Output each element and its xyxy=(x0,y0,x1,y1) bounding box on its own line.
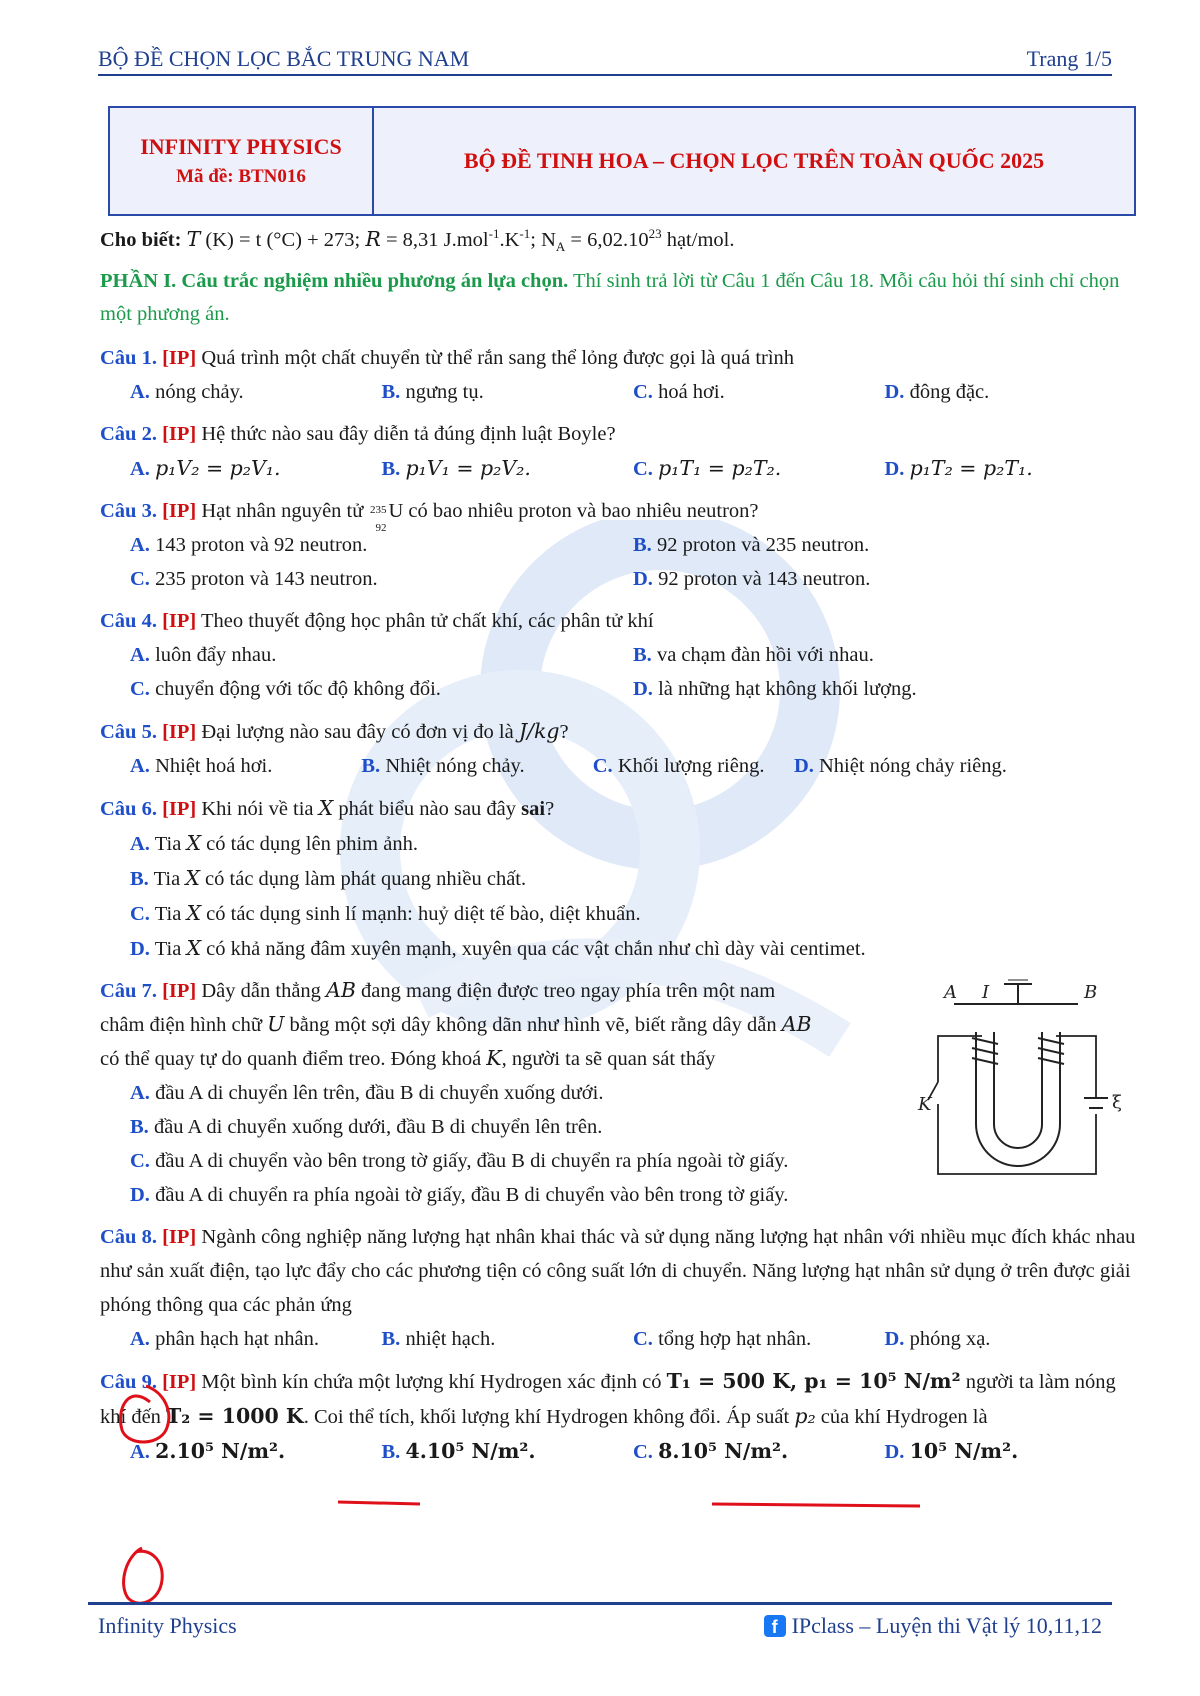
header-page-number: Trang 1/5 xyxy=(1026,46,1112,71)
var-ab: AB xyxy=(781,1011,812,1036)
option-letter: D. xyxy=(884,1327,905,1350)
option-letter: A. xyxy=(130,832,150,855)
option-text: 4.10⁵ N/m². xyxy=(405,1438,536,1463)
question-3-options xyxy=(100,528,1136,596)
option-letter: B. xyxy=(130,1115,149,1138)
question-tag: [IP] xyxy=(162,1370,197,1393)
option-b[interactable] xyxy=(382,375,634,409)
ink-underline-hydrogen xyxy=(712,1504,920,1506)
option-b[interactable] xyxy=(633,528,1136,562)
givens-label: Cho biết: xyxy=(100,228,182,251)
facebook-icon: f xyxy=(764,1615,786,1637)
question-text: Khi nói về tia xyxy=(201,797,314,820)
question-8 xyxy=(100,1220,1136,1322)
option-letter: D. xyxy=(884,380,905,403)
option-d[interactable] xyxy=(633,562,1136,596)
question-8-options xyxy=(100,1322,1136,1356)
option-letter: C. xyxy=(592,754,613,777)
question-tag: [IP] xyxy=(162,499,197,522)
option-a[interactable] xyxy=(130,749,361,783)
option-letter: D. xyxy=(884,1440,905,1463)
option-a[interactable] xyxy=(130,1322,382,1356)
option-text: 8.10⁵ N/m². xyxy=(658,1438,789,1463)
option-text: phóng xạ. xyxy=(909,1327,991,1350)
exam-title-box xyxy=(108,106,1136,216)
option-letter: C. xyxy=(130,677,150,700)
question-tag: [IP] xyxy=(162,422,197,445)
question-5 xyxy=(100,714,1136,749)
option-a[interactable] xyxy=(130,451,382,486)
option-text: p₁T₁ = p₂T₂. xyxy=(658,455,782,480)
u-magnet-circuit-diagram xyxy=(916,974,1136,1194)
question-2-options xyxy=(100,451,1136,486)
var-ab: AB xyxy=(326,977,356,1002)
option-letter: B. xyxy=(633,643,652,666)
option-letter: B. xyxy=(381,380,401,403)
question-text: người ta làm nóng khí đến xyxy=(100,1370,1116,1428)
question-tag: [IP] xyxy=(162,720,197,743)
option-c[interactable] xyxy=(130,896,1136,931)
option-c[interactable] xyxy=(593,749,794,783)
option-text: p₁V₁ = p₂V₂. xyxy=(405,455,531,480)
nuclide-notation xyxy=(368,501,388,535)
figure-label-a: A xyxy=(944,981,957,1003)
var-u: U xyxy=(267,1011,285,1036)
givens-text-6: hạt/mol. xyxy=(661,228,735,251)
mass-number: 235 xyxy=(369,504,387,517)
var-k: K xyxy=(486,1045,502,1070)
header-series-title: BỘ ĐỀ CHỌN LỌC BẮC TRUNG NAM xyxy=(98,46,470,71)
option-letter: B. xyxy=(130,867,149,890)
var-x: X xyxy=(186,935,202,960)
initial-state-formula: T₁ = 500 K, p₁ = 10⁵ N/m² xyxy=(666,1368,961,1393)
option-c[interactable] xyxy=(633,451,885,486)
option-c[interactable] xyxy=(130,672,633,706)
option-text: Nhiệt nóng chảy. xyxy=(385,754,525,777)
option-text: p₁V₂ = p₂V₁. xyxy=(155,455,281,480)
option-c[interactable] xyxy=(633,375,885,409)
question-1-options xyxy=(100,375,1136,409)
option-b[interactable] xyxy=(361,749,592,783)
final-temperature-formula: T₂ = 1000 K xyxy=(166,1403,304,1428)
option-text: Nhiệt nóng chảy riêng. xyxy=(819,754,1007,777)
question-9 xyxy=(100,1364,1136,1434)
givens-sup-1: -1 xyxy=(488,226,500,241)
question-text: Quá trình một chất chuyển từ thể rắn sang thể lỏng được gọi là quá trình xyxy=(201,346,795,369)
givens-text-2: = 8,31 J.mol xyxy=(380,228,489,251)
var-p2: p₂ xyxy=(794,1403,816,1428)
option-d[interactable] xyxy=(885,375,1137,409)
question-tag: [IP] xyxy=(162,797,197,820)
question-text: Hệ thức nào sau đây diễn tả đúng định luật Boyle? xyxy=(201,422,616,445)
option-text: ngưng tụ. xyxy=(405,380,484,403)
question-label: Câu 5. xyxy=(100,720,157,743)
option-d[interactable] xyxy=(130,931,1136,966)
option-text: có khả năng đâm xuyên mạnh, xuyên qua các vật chắn như chì dày vài centimet. xyxy=(206,937,866,960)
var-x: X xyxy=(186,830,202,855)
option-text: nóng chảy. xyxy=(155,380,244,403)
atomic-number: 92 xyxy=(375,522,387,535)
question-6 xyxy=(100,791,1136,826)
option-letter: A. xyxy=(130,457,150,480)
footer-class-info xyxy=(764,1613,1102,1639)
option-letter: A. xyxy=(130,1440,150,1463)
option-letter: A. xyxy=(130,754,150,777)
option-letter: A. xyxy=(130,533,150,556)
option-a[interactable] xyxy=(130,375,382,409)
option-text: luôn đẩy nhau. xyxy=(155,643,277,666)
option-letter: C. xyxy=(130,1149,150,1172)
figure-label-emf: ξ xyxy=(1112,1091,1122,1113)
option-c[interactable] xyxy=(130,562,633,596)
figure-label-b: B xyxy=(1084,981,1098,1003)
exam-title: BỘ ĐỀ TINH HOA – CHỌN LỌC TRÊN TOÀN QUỐC 2025 xyxy=(463,148,1045,173)
option-pre: Tia xyxy=(153,867,181,890)
option-letter: A. xyxy=(130,380,150,403)
question-text: đang mang điện được treo ngay phía trên một nam châm điện hình chữ xyxy=(100,979,776,1036)
ink-underline-t2 xyxy=(338,1502,420,1504)
question-text: có thể quay tự do quanh điểm treo. Đóng khoá xyxy=(100,1047,482,1070)
option-text: đầu A di chuyển ra phía ngoài tờ giấy, đầu B di chuyển vào bên trong tờ giấy. xyxy=(155,1183,789,1206)
var-x: X xyxy=(186,900,202,925)
option-text: tổng hợp hạt nhân. xyxy=(658,1327,812,1350)
option-text: đầu A di chuyển vào bên trong tờ giấy, đầu B di chuyển ra phía ngoài tờ giấy. xyxy=(155,1149,789,1172)
question-7 xyxy=(100,974,820,1076)
question-3 xyxy=(100,494,1136,535)
option-b[interactable] xyxy=(382,1322,634,1356)
givens-text-4: ; N xyxy=(530,228,556,251)
question-text: ? xyxy=(559,720,569,743)
option-letter: D. xyxy=(884,457,905,480)
givens-sup-23: 23 xyxy=(648,226,662,241)
var-x: X xyxy=(185,865,200,890)
question-text: bằng một sợi dây không dãn như hình vẽ, biết rằng dây dẫn xyxy=(289,1013,777,1036)
question-tag: [IP] xyxy=(162,1225,197,1248)
question-tag: [IP] xyxy=(162,979,197,1002)
figure-label-k: K xyxy=(918,1093,932,1115)
question-text: . Coi thể tích, khối lượng khí Hydrogen không đổi. Áp suất xyxy=(303,1405,790,1428)
option-letter: B. xyxy=(381,457,401,480)
givens-text-5: = 6,02.10 xyxy=(565,228,649,251)
option-letter: D. xyxy=(633,567,653,590)
option-text: 143 proton và 92 neutron. xyxy=(155,533,368,556)
var-x: X xyxy=(318,795,334,820)
option-text: va chạm đàn hồi với nhau. xyxy=(656,643,874,666)
option-d[interactable] xyxy=(885,451,1137,486)
emphasis-word: sai xyxy=(521,797,546,820)
question-text: Một bình kín chứa một lượng khí Hydrogen xác định có xyxy=(201,1370,662,1393)
givens-text-1: (K) = t (°C) + 273; xyxy=(200,228,366,251)
option-text: là những hạt không khối lượng. xyxy=(658,677,917,700)
option-text: nhiệt hạch. xyxy=(405,1327,496,1350)
question-tag: [IP] xyxy=(162,346,197,369)
option-pre: Tia xyxy=(154,902,182,925)
option-letter: C. xyxy=(633,1440,653,1463)
question-label: Câu 8. xyxy=(100,1225,157,1248)
option-a[interactable] xyxy=(130,638,633,672)
question-label: Câu 2. xyxy=(100,422,157,445)
option-letter: B. xyxy=(633,533,652,556)
question-text: Hạt nhân nguyên tử xyxy=(201,499,364,522)
option-text: 92 proton và 235 neutron. xyxy=(656,533,870,556)
option-b[interactable] xyxy=(633,638,1136,672)
option-letter: D. xyxy=(130,1183,150,1206)
question-label: Câu 4. xyxy=(100,609,157,632)
givens-text-3: .K xyxy=(499,228,520,251)
unit-symbol: J/kg xyxy=(518,718,560,743)
question-4 xyxy=(100,604,1136,638)
exam-content xyxy=(100,216,1136,1477)
var-R: R xyxy=(365,226,381,251)
question-text: có bao nhiêu proton và bao nhiêu neutron? xyxy=(408,499,759,522)
question-label: Câu 1. xyxy=(100,346,157,369)
option-d[interactable] xyxy=(794,749,1136,783)
option-text: đông đặc. xyxy=(909,380,990,403)
option-a[interactable] xyxy=(130,1434,382,1469)
option-pre: Tia xyxy=(154,937,182,960)
question-5-options xyxy=(100,749,1136,783)
part-1-desc: Thí sinh trả lời từ Câu 1 đến Câu 18. Mỗi câu hỏi thí sinh chỉ chọn một phương án. xyxy=(100,269,1120,325)
question-text: Ngành công nghiệp năng lượng hạt nhân khai thác và sử dụng năng lượng hạt nhân với nhiều mục đích khác nhau như sản xuất điện, tạo lực đẩy cho các phương tiện có công suất lớn di chuyển. Năng lượng hạt nhân sử dụng ở trên được giải phóng thông qua các phản ứng xyxy=(100,1225,1136,1316)
question-4-options xyxy=(100,638,1136,706)
title-box-brand-cell xyxy=(110,108,374,214)
option-b[interactable] xyxy=(130,861,1136,896)
option-b[interactable] xyxy=(382,1434,634,1469)
option-b[interactable] xyxy=(382,451,634,486)
part-1-title: PHẦN I. Câu trắc nghiệm nhiều phương án lựa chọn. xyxy=(100,269,569,292)
option-text: 235 proton và 143 neutron. xyxy=(155,567,378,590)
page-header xyxy=(98,44,1112,76)
question-2 xyxy=(100,417,1136,451)
option-letter: C. xyxy=(130,567,150,590)
page-footer xyxy=(88,1602,1112,1645)
option-letter: C. xyxy=(633,380,653,403)
exam-code: Mã đề: BTN016 xyxy=(176,166,306,187)
option-d[interactable] xyxy=(885,1322,1137,1356)
option-letter: D. xyxy=(793,754,814,777)
part-1-heading xyxy=(100,265,1136,331)
given-constants xyxy=(100,220,1136,261)
var-T: T xyxy=(186,226,201,251)
option-text: 92 proton và 143 neutron. xyxy=(658,567,871,590)
question-6-options xyxy=(100,826,1136,966)
option-letter: B. xyxy=(361,754,381,777)
footer-brand: Infinity Physics xyxy=(98,1613,237,1638)
option-letter: B. xyxy=(381,1440,401,1463)
question-label: Câu 6. xyxy=(100,797,157,820)
question-1 xyxy=(100,341,1136,375)
option-c[interactable] xyxy=(633,1322,885,1356)
option-a[interactable] xyxy=(130,826,1136,861)
option-text: 2.10⁵ N/m². xyxy=(155,1438,286,1463)
option-d[interactable] xyxy=(885,1434,1137,1469)
option-text: Khối lượng riêng. xyxy=(617,754,765,777)
option-letter: D. xyxy=(633,677,653,700)
question-text: của khí Hydrogen là xyxy=(820,1405,988,1428)
option-text: Nhiệt hoá hơi. xyxy=(155,754,273,777)
option-c[interactable] xyxy=(633,1434,885,1469)
ink-circle-q9-answer-a xyxy=(124,1548,163,1603)
option-text: p₁T₂ = p₂T₁. xyxy=(909,455,1033,480)
option-text: chuyển động với tốc độ không đổi. xyxy=(155,677,441,700)
option-letter: A. xyxy=(130,643,150,666)
figure-label-i: I xyxy=(982,981,990,1003)
brand-name: INFINITY PHYSICS xyxy=(140,134,342,159)
option-text: đầu A di chuyển lên trên, đầu B di chuyển xuống dưới. xyxy=(155,1081,604,1104)
question-label: Câu 3. xyxy=(100,499,157,522)
option-text: có tác dụng sinh lí mạnh: huỷ diệt tế bào, diệt khuẩn. xyxy=(206,902,641,925)
option-text: phân hạch hạt nhân. xyxy=(155,1327,320,1350)
option-letter: C. xyxy=(633,457,653,480)
question-label: Câu 9. xyxy=(100,1370,157,1393)
element-symbol: U xyxy=(388,499,404,522)
question-text: Theo thuyết động học phân tử chất khí, các phân tử khí xyxy=(201,609,654,632)
footer-class-text: IPclass – Luyện thi Vật lý 10,11,12 xyxy=(791,1613,1102,1638)
option-text: hoá hơi. xyxy=(658,380,725,403)
option-letter: A. xyxy=(130,1081,150,1104)
question-text: ? xyxy=(545,797,555,820)
option-text: đầu A di chuyển xuống dưới, đầu B di chuyển lên trên. xyxy=(153,1115,603,1138)
givens-sup-2: -1 xyxy=(519,226,531,241)
option-d[interactable] xyxy=(633,672,1136,706)
option-letter: A. xyxy=(130,1327,150,1350)
question-text: Đại lượng nào sau đây có đơn vị đo là xyxy=(201,720,514,743)
option-letter: D. xyxy=(130,937,150,960)
option-text: 10⁵ N/m². xyxy=(909,1438,1019,1463)
option-text: có tác dụng lên phim ảnh. xyxy=(206,832,418,855)
option-letter: C. xyxy=(130,902,150,925)
option-text: có tác dụng làm phát quang nhiều chất. xyxy=(205,867,527,890)
givens-sub-a: A xyxy=(555,238,566,254)
question-9-options xyxy=(100,1434,1136,1469)
question-text: phát biểu nào sau đây xyxy=(338,797,517,820)
question-tag: [IP] xyxy=(162,609,197,632)
question-text: Dây dẫn thẳng xyxy=(201,979,321,1002)
option-letter: C. xyxy=(633,1327,653,1350)
question-label: Câu 7. xyxy=(100,979,157,1002)
question-text: , người ta sẽ quan sát thấy xyxy=(501,1047,716,1070)
option-letter: B. xyxy=(381,1327,401,1350)
option-pre: Tia xyxy=(154,832,182,855)
